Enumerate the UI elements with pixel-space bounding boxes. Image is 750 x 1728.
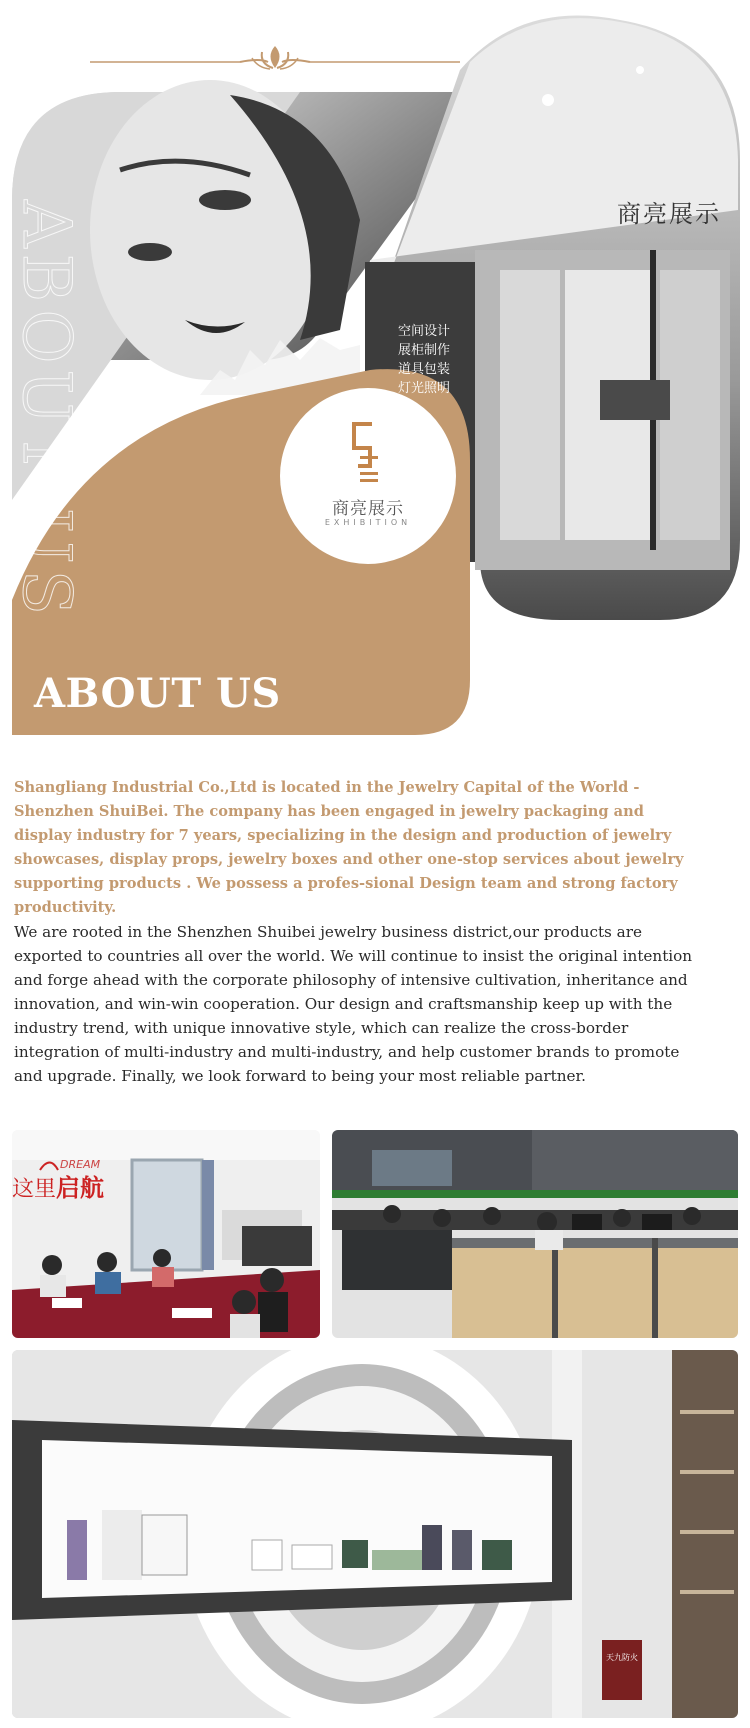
wall-line: 展柜制作 xyxy=(398,343,451,358)
office-photo xyxy=(332,1130,738,1338)
intro-body-paragraph: We are rooted in the Shenzhen Shuibei jewelry business district,our products are exported to countries all over the world. We will continue to insist the original intention and forge ahead with the corporate philosophy of intensive cultivation, inheritance and innovation, and win-win cooperation. Our design and craftsmanship keep up with the industry trend, with unique innovative style, which can realize the cross-border integration of multi-industry and multi-industry, and help customer brands to promote and upgrade. Finally, we look forward to being your most reliable partner. xyxy=(14,923,693,1085)
fire-box-label: 天九防火 xyxy=(606,1653,638,1662)
wall-line: 空间设计 xyxy=(398,324,451,339)
logo-text-cn: 商亮展示 xyxy=(332,499,404,519)
meeting-banner-cn2: 这里 xyxy=(12,1177,57,1202)
company-logo xyxy=(280,388,456,564)
meeting-banner-en: DREAM xyxy=(60,1158,101,1171)
hero-collage xyxy=(0,0,750,750)
intro-highlight-paragraph: Shangliang Industrial Co.,Ltd is located in the Jewelry Capital of the World - Shenzhen ShuiBei. The company has been engaged in jewelry packaging and display industry for 7 years, specializing in the design and production of jewelry showcases, display props, jewelry boxes and other one-stop services about jewelry supporting products . We possess a profes-sional Design team and strong factory productivity. xyxy=(14,779,684,916)
wall-line: 道具包装 xyxy=(398,362,451,377)
logo-mark-icon xyxy=(352,422,380,484)
showcase-photo xyxy=(12,1350,738,1718)
showroom-wall-text xyxy=(398,322,468,398)
meeting-banner: 启航 xyxy=(56,1174,104,1202)
meeting-room-photo xyxy=(12,1130,320,1338)
logo-text-en: EXHIBITION xyxy=(324,518,412,527)
wall-line: 灯光照明 xyxy=(398,381,451,396)
about-us-watermark: ABOUT US xyxy=(8,200,85,621)
page-title: ABOUT US xyxy=(34,670,281,717)
showroom-sign: 商亮展示 xyxy=(617,200,721,228)
